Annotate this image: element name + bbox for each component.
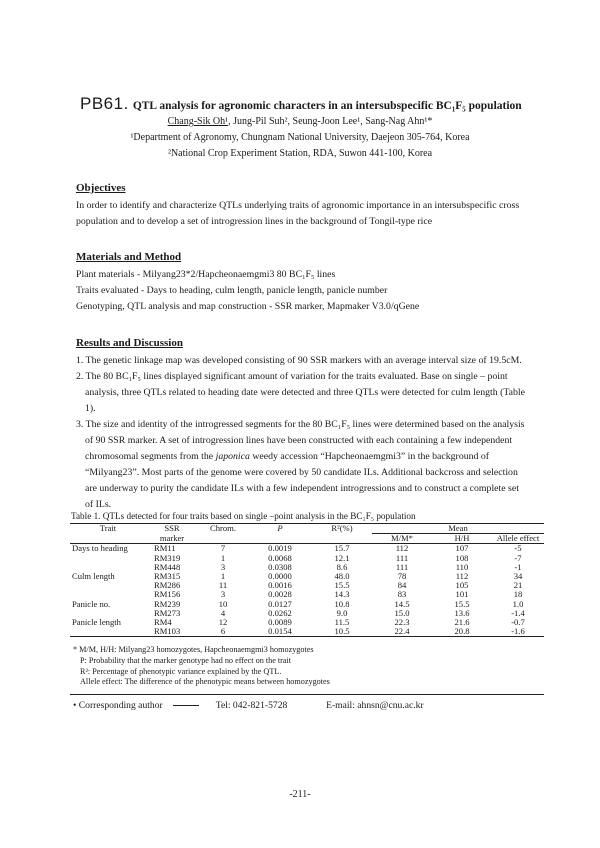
col-p: P xyxy=(277,523,283,534)
cell-mm: 22.3 xyxy=(394,617,410,628)
page-number: -211- xyxy=(289,789,311,800)
table-row xyxy=(70,618,544,627)
table-header-row-2 xyxy=(70,534,544,544)
materials-line: Genotyping, QTL analysis and map construction - SSR marker, Mapmaker V3.0/qGene xyxy=(76,301,420,312)
cell-trait xyxy=(70,581,146,590)
title-text: QTL analysis for agronomic characters in an intersubspecific BC₁F₅ population xyxy=(132,100,522,112)
cell-hh: 108 xyxy=(455,552,469,563)
cell-p: 0.0019 xyxy=(268,543,292,554)
cell-hh: 110 xyxy=(455,561,469,572)
cell-r2: 15.5 xyxy=(334,580,350,591)
cell-hh: 20.8 xyxy=(454,626,470,637)
table-body xyxy=(70,544,544,637)
cell-marker: RM286 xyxy=(154,580,181,591)
table-note: * M/M, H/H: Milyang23 homozygotes, Hapcheonaemgmi3 homozygotes xyxy=(73,645,314,654)
cell-chrom: 3 xyxy=(220,589,226,600)
cell-trait xyxy=(70,627,146,637)
cell-marker: RM103 xyxy=(154,626,181,637)
cell-hh: 112 xyxy=(455,571,469,582)
cell-p: 0.0308 xyxy=(268,561,292,572)
results-item: 3. The size and identity of the introgressed segments for the 80 BC₁F₅ lines were determined based on the analysis of 90 SSR marker. A set of introgression lines have been constructed with each containing a few independent chromosomal segments from the japonica weedy accession “Hapcheonaemgmi3” in the background of “Milyang23”. Most parts of the genome were covered by 50 candidate ILs. Additional backcross and selection are underway to purity the candidate ILs with a few independent introgressions and to construct a complete set of ILs. xyxy=(76,419,525,510)
cell-allele: 21 xyxy=(513,580,523,591)
cell-trait: Panicle no. xyxy=(72,598,111,609)
paper-code: PB61. xyxy=(80,94,129,113)
paper-title xyxy=(80,94,522,114)
cell-marker: RM239 xyxy=(154,598,181,609)
results-item: 1. The genetic linkage map was developed consisting of 90 SSR markers with an average interval size of 19.5cM. xyxy=(76,355,522,366)
cell-trait: Culm length xyxy=(72,571,115,582)
materials-line: Traits evaluated - Days to heading, culm length, panicle length, panicle number xyxy=(76,285,388,296)
cell-r2: 10.8 xyxy=(334,598,350,609)
contact-rule xyxy=(70,694,544,695)
cell-r2: 8.6 xyxy=(336,561,348,572)
cell-mm: 14.5 xyxy=(394,598,410,609)
cell-trait: Days to heading xyxy=(72,543,128,554)
cell-marker: RM319 xyxy=(154,552,181,563)
cell-hh: 13.6 xyxy=(454,607,470,618)
cell-p: 0.0154 xyxy=(268,626,292,637)
objectives-text: In order to identify and characterize QTLs underlying traits of agronomic importance in an intersubspecific cross population and to develop a set of introgression lines in the background of Tongil-type rice xyxy=(76,200,520,227)
cell-p: 0.0262 xyxy=(268,607,292,618)
cell-p: 0.0028 xyxy=(268,589,292,600)
cell-r2: 11.5 xyxy=(334,617,350,628)
contact-line xyxy=(73,700,424,711)
cell-allele: -1.6 xyxy=(511,626,525,637)
results-item: 2. The 80 BC₁F₅ lines displayed significant amount of variation for the traits evaluated. Base on single – point analysis, three QTLs related to heading date were detected and three QTLs were detected for culm length (Table 1). xyxy=(76,371,525,414)
contact-email: E-mail: ahnsn@cnu.ac.kr xyxy=(326,700,424,711)
authors-line xyxy=(100,115,500,129)
cell-chrom: 10 xyxy=(218,598,228,609)
table-note: R²: Percentage of phenotypic variance explained by the QTL. xyxy=(80,666,282,676)
qtl-table xyxy=(70,524,544,637)
cell-allele: 34 xyxy=(513,571,523,582)
cell-allele: -1 xyxy=(514,561,522,572)
corresponding-label: • Corresponding author xyxy=(73,700,163,711)
cell-allele: 18 xyxy=(513,589,523,600)
contact-tel: Tel: 042-821-5728 xyxy=(215,700,288,711)
table-row xyxy=(70,581,544,590)
table-row xyxy=(70,563,544,572)
cell-chrom: 7 xyxy=(220,543,226,554)
cell-allele: -1.4 xyxy=(511,607,525,618)
cell-hh: 21.6 xyxy=(454,617,470,628)
table-notes xyxy=(73,645,330,688)
cell-chrom: 3 xyxy=(220,561,226,572)
cell-r2: 10.5 xyxy=(334,626,350,637)
cell-chrom: 4 xyxy=(220,607,226,618)
contact-dash xyxy=(173,705,199,706)
objectives-heading: Objectives xyxy=(76,182,126,194)
table-row xyxy=(70,572,544,581)
table-note: P: Probability that the marker genotype had no effect on the trait xyxy=(80,655,292,665)
col-allele: Allele effect xyxy=(492,534,544,544)
materials-line: Plant materials - Milyang23*2/Hapcheonaemgmi3 80 BC₁F₅ lines xyxy=(76,269,336,280)
cell-allele: -5 xyxy=(514,543,522,554)
table-row xyxy=(70,600,544,609)
cell-chrom: 1 xyxy=(220,552,226,563)
cell-mm: 84 xyxy=(397,580,407,591)
cell-chrom: 1 xyxy=(220,571,226,582)
cell-chrom: 12 xyxy=(218,617,228,628)
cell-mm: 111 xyxy=(395,561,409,572)
col-chrom: Chrom. xyxy=(209,523,237,534)
cell-trait: Panicle length xyxy=(72,617,121,628)
table-note: Allele effect: The difference of the phenotypic means between homozygotes xyxy=(80,677,330,687)
cell-marker: RM156 xyxy=(154,589,181,600)
cell-r2: 15.7 xyxy=(334,543,350,554)
cell-r2: 9.0 xyxy=(336,607,348,618)
col-r2: R²(%) xyxy=(331,523,353,534)
materials-heading: Materials and Method xyxy=(76,251,182,263)
cell-allele: -7 xyxy=(514,552,522,563)
cell-mm: 111 xyxy=(395,552,409,563)
col-trait: Trait xyxy=(99,523,117,534)
other-authors: , Jung-Pil Suh², Seung-Joon Lee¹, Sang-Nag Ahn¹* xyxy=(228,116,433,127)
results-heading: Results and Discussion xyxy=(76,337,183,349)
col-hh: H/H xyxy=(432,534,492,544)
cell-p: 0.0016 xyxy=(268,580,292,591)
col-mean: Mean xyxy=(448,523,468,533)
cell-chrom: 11 xyxy=(218,580,228,591)
materials-list xyxy=(76,267,526,315)
italic-term: japonica xyxy=(215,451,250,462)
cell-marker: RM273 xyxy=(154,607,181,618)
cell-mm: 15.0 xyxy=(394,607,410,618)
table-caption: Table 1. QTLs detected for four traits based on single –point analysis in the BC₁F₅ population xyxy=(71,511,416,521)
cell-p: 0.0127 xyxy=(268,598,292,609)
cell-marker: RM11 xyxy=(154,543,176,554)
table-row xyxy=(70,590,544,599)
cell-allele: -0.7 xyxy=(511,617,525,628)
table-row xyxy=(70,627,544,637)
cell-hh: 107 xyxy=(455,543,469,554)
cell-marker: RM448 xyxy=(154,561,181,572)
affiliation-1: ¹Department of Agronomy, Chungnam National University, Daejeon 305-764, Korea xyxy=(130,132,470,143)
cell-marker: RM315 xyxy=(154,571,181,582)
col-mm: M/M* xyxy=(372,534,432,544)
results-list xyxy=(76,353,528,513)
cell-trait xyxy=(70,554,146,563)
cell-mm: 83 xyxy=(397,589,407,600)
cell-p: 0.0000 xyxy=(268,571,292,582)
cell-mm: 78 xyxy=(397,571,407,582)
cell-hh: 105 xyxy=(455,580,469,591)
cell-r2: 48.0 xyxy=(334,571,350,582)
cell-r2: 14.3 xyxy=(334,589,350,600)
col-marker-top: SSR xyxy=(164,523,180,534)
cell-hh: 101 xyxy=(455,589,469,600)
table-row xyxy=(70,609,544,618)
table-row xyxy=(70,554,544,563)
cell-chrom: 6 xyxy=(220,626,226,637)
cell-r2: 12.1 xyxy=(334,552,350,563)
col-marker-bottom: marker xyxy=(159,532,185,543)
cell-marker: RM4 xyxy=(154,617,172,628)
cell-hh: 15.5 xyxy=(454,598,470,609)
cell-p: 0.0068 xyxy=(268,552,292,563)
cell-p: 0.0089 xyxy=(268,617,292,628)
cell-mm: 22.4 xyxy=(394,626,410,637)
first-author: Chang-Sik Oh¹ xyxy=(167,116,229,127)
table-row xyxy=(70,544,544,554)
affiliation-2: ²National Crop Experiment Station, RDA, Suwon 441-100, Korea xyxy=(167,148,433,159)
table-header-row xyxy=(70,524,544,534)
cell-mm: 112 xyxy=(395,543,409,554)
cell-allele: 1.0 xyxy=(512,598,524,609)
